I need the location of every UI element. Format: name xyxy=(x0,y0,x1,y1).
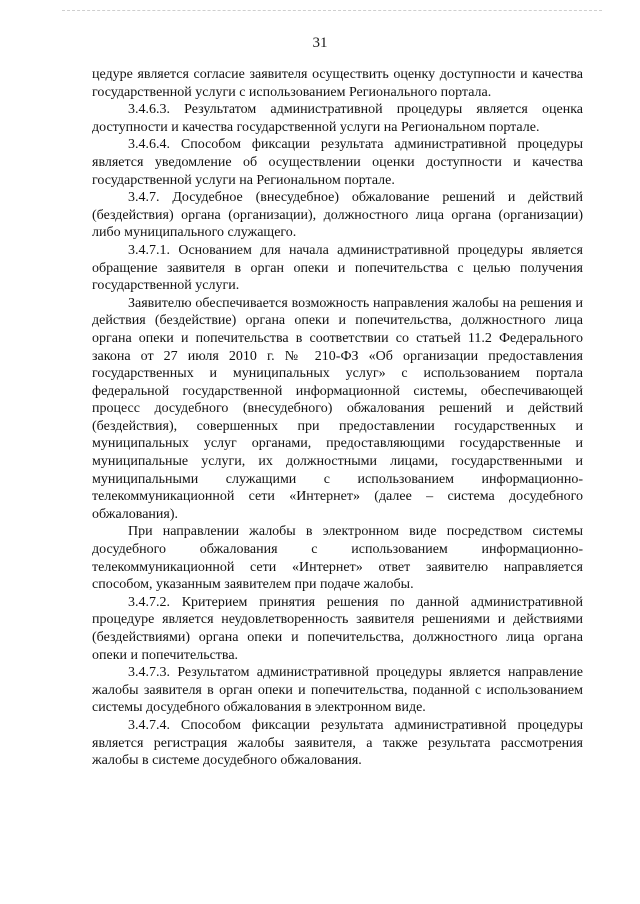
paragraph-complaint-possibility: Заявителю обеспечивается возможность направления жалобы на решения и действия (бездействие) органа опеки и попечительства, должностного лица органа опеки и попечительства в соответствии со статьей 11.2 Федерального закона от 27 июля 2010 г. № 210-ФЗ «Об организации предоставления государственных и муниципальных услуг» с использованием портала федеральной государственной информационной системы, обеспечивающей процесс досудебного (внесудебного) обжалования решений и действий (бездействия), совершенных при предоставлении государственных и муниципальных услуг органами, предоставляющими государственные и муниципальные услуги, их должностными лицами, государственными и муниципальными служащими с использованием информационно-телекоммуникационной сети «Интернет» (далее – система досудебного обжалования). xyxy=(92,295,583,522)
paragraph-continuation: цедуре является согласие заявителя осуществить оценку доступности и качества государственной услуги с использованием Регионального портала. xyxy=(92,67,583,100)
scan-top-edge xyxy=(62,10,602,11)
body-text xyxy=(92,66,583,770)
page-number: 31 xyxy=(312,35,328,51)
paragraph-3-4-7-4: 3.4.7.4. Способом фиксации результата административной процедуры является регистрация жалобы заявителя, а также результата рассмотрения жалобы в системе досудебного обжалования. xyxy=(92,717,583,769)
paragraph-3-4-7: 3.4.7. Досудебное (внесудебное) обжалование решений и действий (бездействия) органа (организации), должностного лица органа (организации) либо муниципального служащего. xyxy=(92,190,583,241)
paragraph-3-4-6-4: 3.4.6.4. Способом фиксации результата административной процедуры является уведомление об осуществлении оценки доступности и качества государственной услуги на Региональном портале. xyxy=(92,137,583,188)
paragraph-3-4-6-3: 3.4.6.3. Результатом административной процедуры является оценка доступности и качества государственной услуги на Региональном портале. xyxy=(92,102,583,135)
paragraph-electronic-complaint: При направлении жалобы в электронном виде посредством системы досудебного обжалования с использованием информационно-телекоммуникационной сети «Интернет» ответ заявителю направляется способом, указанным заявителем при подаче жалобы. xyxy=(92,524,583,593)
paragraph-3-4-7-1: 3.4.7.1. Основанием для начала административной процедуры является обращение заявителя в орган опеки и попечительства с целью получения государственной услуги. xyxy=(92,242,583,294)
paragraph-3-4-7-2: 3.4.7.2. Критерием принятия решения по данной административной процедуре является неудовлетворенность заявителя решениями и действиями (бездействиями) органа опеки и попечительства, должностного лица органа опеки и попечительства. xyxy=(92,594,583,663)
paragraph-3-4-7-3: 3.4.7.3. Результатом административной процедуры является направление жалобы заявителя в орган опеки и попечительства, поданной с использованием системы досудебного обжалования в электронном виде. xyxy=(92,665,583,716)
